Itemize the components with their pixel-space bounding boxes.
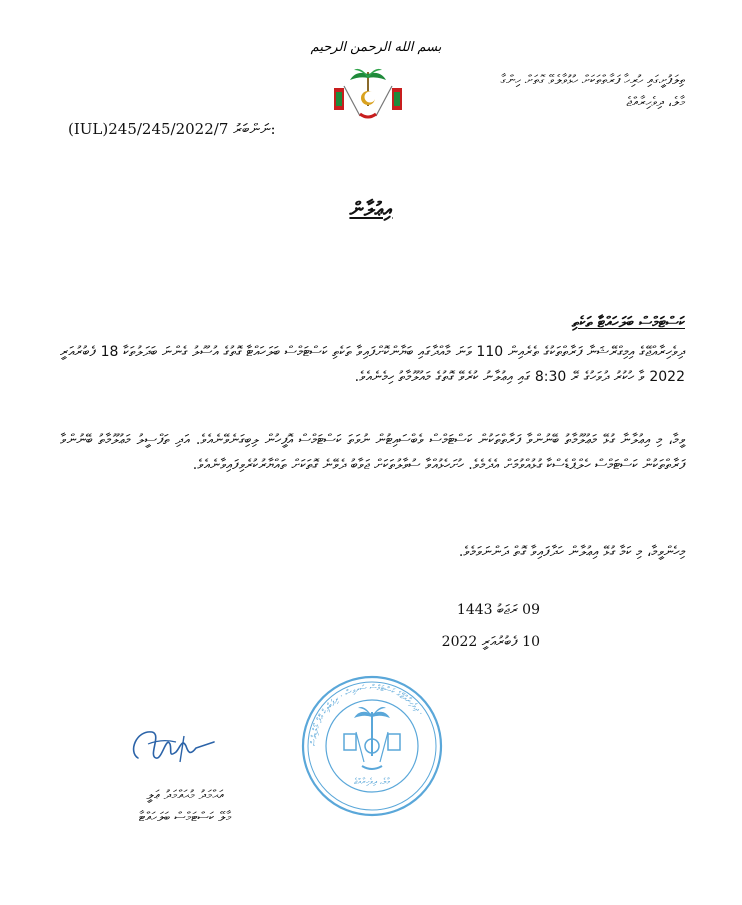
reference-number <box>68 120 276 138</box>
signatory-title: މާލޭ ކަސްޓަމްސް ބަލަހައްޓާ <box>138 810 232 825</box>
gregorian-year: 2022 <box>441 634 478 650</box>
body-paragraph-1: ދިވެހިރާއްޖޭގެ އިމިގްރޭޝަނާ ފަރާތްތަކުގެ ތެރެއިން 110 ވަނަ މާއްދާގައި ބަޔާންކޮށްފައިވާ ތަކެތި ކަސްޓަމްސް ބަލަހައްޓާ ގޮތުގެ އުސޫލު ގެންނަ ބަދަލުތަކާ 18 ފެބުރުއަރީ 2022 ވާ ހުކުރު ދުވަހުގެ ރޭ 8:30 ގައި އިޢުލާނު ކުރެވޭ ގޮތުގެ މައުލޫމާތު ހިމެނެއެވެ. <box>60 344 686 385</box>
bismillah-calligraphy <box>310 34 442 58</box>
hijri-date <box>425 602 540 618</box>
gregorian-day: 10 <box>522 634 540 650</box>
organization-name: ތިލަފުށީގައި ހުރިހާ ފަރާތްތަކަށް ހުޅުވާލެވޭ ގޮތަށް ހިންގާ <box>500 73 685 88</box>
notice-subject: ކަސްޓަމްސް ބަލަހައްޓާ ތަކެތި <box>571 313 685 331</box>
hijri-day: 09 <box>522 602 540 618</box>
reference-number-label: ނަންބަރު: <box>233 120 276 138</box>
national-emblem-icon <box>330 66 406 126</box>
svg-text:މާލެ، ދިވެހިރާއްޖެ: މާލެ، ދިވެހިރާއްޖެ <box>353 777 391 786</box>
official-seal-icon <box>300 674 444 818</box>
reference-number-value: (IUL)245/245/2022/7 <box>68 120 229 138</box>
signatory-name: އަޙްމަދު މުޙައްމަދު ޢަލީ <box>146 788 224 803</box>
svg-text:ދިވެހިރާއްޖޭގެ ކަސްޓަމްސް ސަރވ: ދިވެހިރާއްޖޭގެ ކަސްޓަމްސް ސަރވިސް · ރިޕަބްލިކް އޮފް މޯލްޑިވްސް · <box>308 682 426 747</box>
svg-text:بسم الله الرحمن الرحيم: بسم الله الرحمن الرحيم <box>310 40 442 55</box>
signature-icon <box>118 722 228 774</box>
body-paragraph-3: މިހެންވީމާ، މި ކަމާ ގުޅޭ އިޢުލާން ހަދާފައިވާ ގޮތް ދަންނަވަމެވެ. <box>458 544 685 560</box>
organization-header <box>500 70 685 114</box>
notice-heading: އިޢުލާން <box>349 197 393 221</box>
hijri-year: 1443 <box>456 602 493 618</box>
hijri-month: ރަޖަބު <box>497 602 518 618</box>
gregorian-month: ފެބުރުއަރީ <box>481 634 518 650</box>
body-paragraph-2: ވީމާ، މި އިޢުލާނާ ގުޅޭ މަޢުލޫމާތު ބޭނުންވާ ފަރާތްތަކުން ކަސްޓަމްސް ވެބްސައިޓުން ނުވަތަ ކަސްޓަމްސް އޮފީހުން ލިބިގަނެވޭނެއެވެ. އަދި ތަފްސީލު މަޢުލޫމާތު ބޭނުންވާ ފަރާތްތަކުން ކަސްޓަމްސް ހެލްޕްޑެސްކާ ގުޅުއްވުމަށް އެދެމެވެ. ހުށަހެޅުއްވާ ސުވާލުތަކަށް ޖަވާބު ދެވޭނެ ގޮތަކަށް ތައްޔާރުކުރެވިފައިވާނެއެވެ. <box>60 432 685 473</box>
organization-location: މާލެ، ދިވެހިރާއްޖެ <box>626 95 685 110</box>
gregorian-date <box>425 634 540 650</box>
